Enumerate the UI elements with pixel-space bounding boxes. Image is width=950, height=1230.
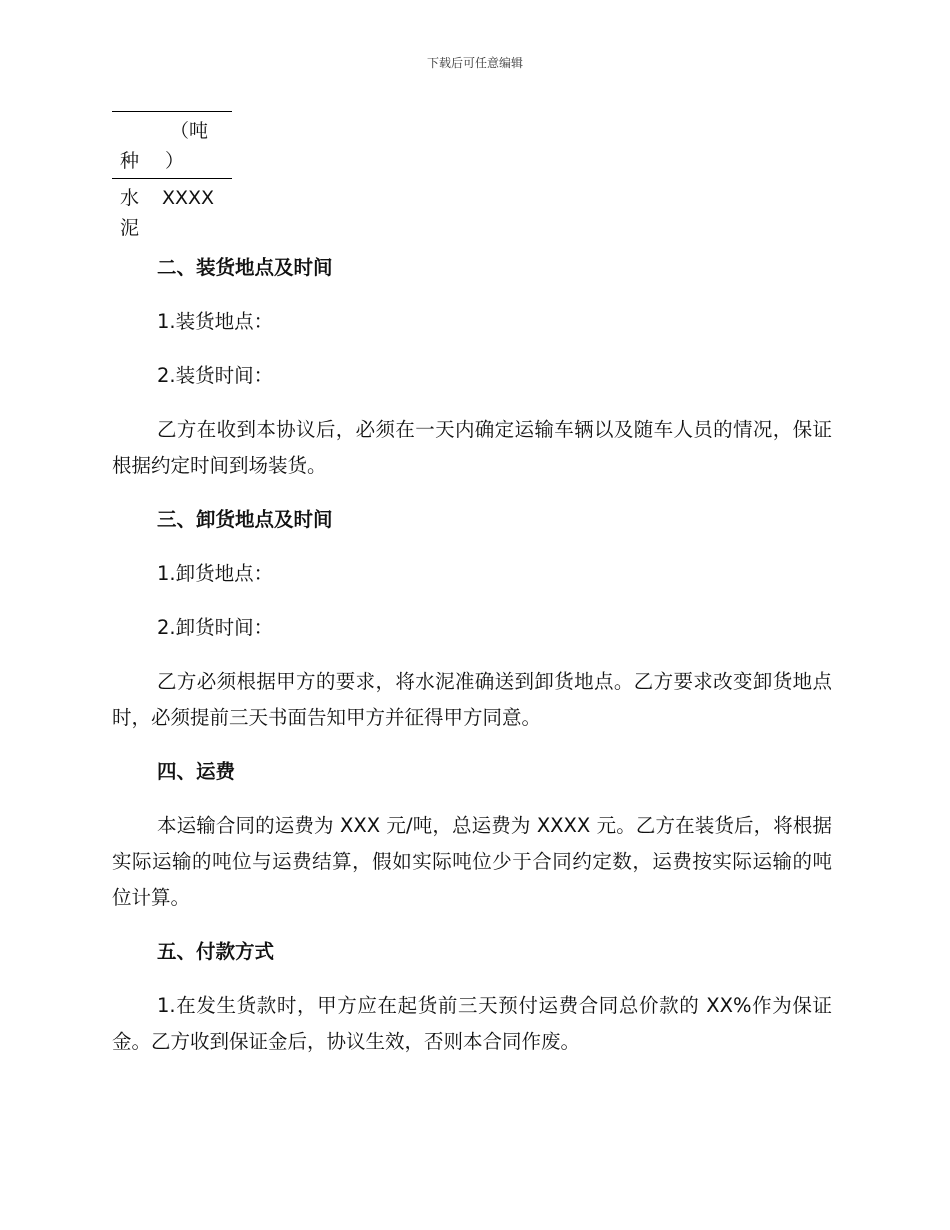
table-cell-material-line1: 水 — [120, 187, 140, 209]
table-cell-material-line2: 泥 — [120, 217, 140, 239]
section-4-paragraph: 本运输合同的运费为 XXX 元/吨，总运费为 XXXX 元。乙方在装货后，将根据实际运输的吨位与运费结算，假如实际吨位少于合同约定数，运费按实际运输的吨位计算。 — [112, 814, 832, 909]
section-3-heading: 三、卸货地点及时间 — [157, 508, 333, 531]
document-body — [112, 250, 832, 1078]
section-2-item-2: 2.装货时间： — [157, 364, 274, 387]
table-header-unit-line2: ） — [165, 150, 185, 172]
table-top-rule — [112, 111, 232, 112]
section-2-paragraph: 乙方在收到本协议后，必须在一天内确定运输车辆以及随车人员的情况，保证根据约定时间到场装货。 — [112, 418, 832, 477]
table-header-kind: 种 — [120, 150, 140, 172]
section-3-item-2: 2.卸货时间： — [157, 616, 274, 639]
table-cell-quantity: XXXX — [162, 187, 215, 209]
section-3-paragraph: 乙方必须根据甲方的要求，将水泥准确送到卸货地点。乙方要求改变卸货地点时，必须提前三天书面告知甲方并征得甲方同意。 — [112, 670, 832, 729]
section-3-item-1: 1.卸货地点： — [157, 562, 274, 585]
table-header-rule — [112, 178, 232, 179]
section-5-heading: 五、付款方式 — [157, 940, 275, 963]
section-4-heading: 四、运费 — [157, 760, 236, 783]
table-header-unit-line1: （吨 — [170, 120, 209, 142]
section-2-heading: 二、装货地点及时间 — [157, 256, 333, 279]
section-2-item-1: 1.装货地点： — [157, 310, 274, 333]
section-5-paragraph-1: 1.在发生货款时，甲方应在起货前三天预付运费合同总价款的 XX%作为保证金。乙方收到保证金后，协议生效，否则本合同作废。 — [112, 994, 832, 1053]
page-header: 下载后可任意编辑 — [426, 56, 523, 70]
